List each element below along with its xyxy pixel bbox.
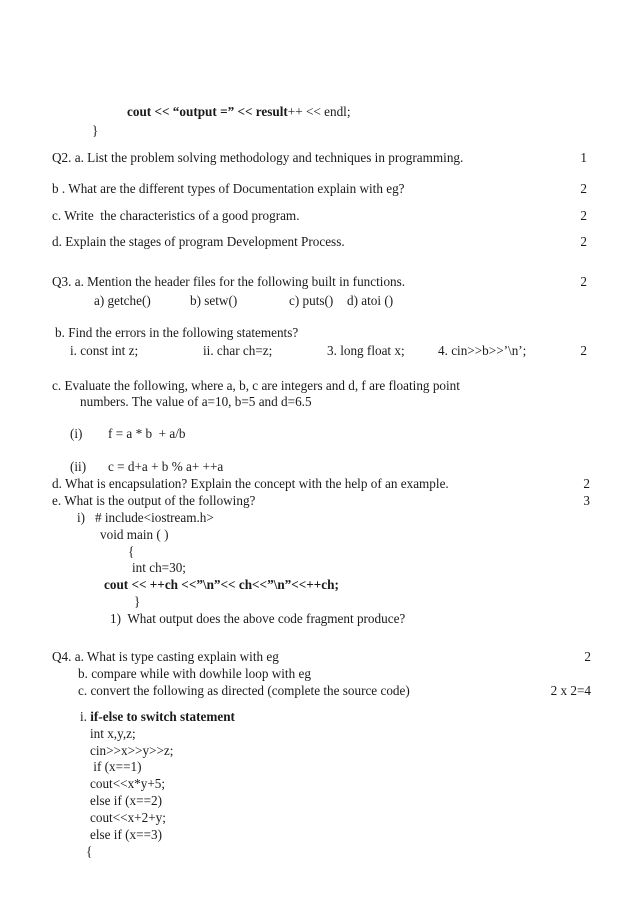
q3-c-i-label: (i)	[70, 426, 83, 441]
q3-e-code-line-4: int ch=30;	[132, 560, 186, 575]
q2-c-text: c. Write the characteristics of a good program.	[52, 208, 300, 223]
q3-b-item-i: i. const int z;	[70, 343, 139, 358]
q3-e-code-line-1: i) # include<iostream.h>	[77, 510, 214, 525]
q2-a-text: Q2. a. List the problem solving methodology and techniques in programming.	[52, 150, 464, 165]
q3-a-option-d: d) atoi ()	[347, 293, 394, 308]
q2-d-marks: 2	[580, 234, 587, 249]
q4-c-text: c. convert the following as directed (complete the source code)	[78, 683, 410, 698]
q3-d-text: d. What is encapsulation? Explain the concept with the help of an example.	[52, 476, 449, 491]
q4-c-marks: 2 x 2=4	[550, 683, 591, 698]
q4-ci-title-prefix: i.	[80, 709, 91, 724]
q2-c-marks: 2	[580, 208, 587, 223]
q4-ci-code-line-3: if (x==1)	[90, 759, 142, 774]
q3-b-text: b. Find the errors in the following statements?	[55, 325, 299, 340]
q3-a-option-a: a) getche()	[94, 293, 151, 308]
q4-ci-code-line-1: int x,y,z;	[90, 726, 136, 741]
q3-c-ii-label: (ii)	[70, 459, 87, 474]
q2-b-text: b . What are the different types of Documentation explain with eg?	[52, 181, 405, 196]
q4-ci-code-line-8: {	[86, 844, 93, 859]
q3-e-subquestion: 1) What output does the above code fragment produce?	[110, 611, 406, 626]
q3-e-code-line-5: cout << ++ch <<”\n”<< ch<<”\n”<<++ch;	[104, 577, 339, 592]
q3-a-option-b: b) setw()	[190, 293, 238, 308]
q4-ci-title	[80, 709, 235, 725]
q3-e-code-line-3: {	[128, 544, 135, 559]
q3-a-marks: 2	[580, 274, 587, 289]
code-cout-line	[127, 104, 351, 120]
q2-b-marks: 2	[580, 181, 587, 196]
q3-e-marks: 3	[583, 493, 590, 508]
q4-a-marks: 2	[584, 649, 591, 664]
q3-a-option-c: c) puts()	[289, 293, 334, 308]
q4-ci-title-bold: if-else to switch statement	[90, 709, 235, 724]
q3-b-item-ii: ii. char ch=z;	[203, 343, 273, 358]
q4-ci-code-line-5: else if (x==2)	[90, 793, 162, 808]
code-close-brace: }	[92, 123, 99, 138]
q4-ci-code-line-4: cout<<x*y+5;	[90, 776, 166, 791]
q4-b-text: b. compare while with dowhile loop with eg	[78, 666, 311, 681]
q4-ci-code-line-7: else if (x==3)	[90, 827, 162, 842]
q3-d-marks: 2	[583, 476, 590, 491]
q3-c-text-1: c. Evaluate the following, where a, b, c are integers and d, f are floating point	[52, 378, 460, 393]
q3-b-item-iv: 4. cin>>b>>’\n’;	[438, 343, 527, 358]
q3-e-code-line-6: }	[134, 594, 141, 609]
q3-e-text: e. What is the output of the following?	[52, 493, 256, 508]
q2-a-marks: 1	[580, 150, 587, 165]
code-cout-rest: ++ << endl;	[287, 104, 351, 119]
q4-ci-code-line-2: cin>>x>>y>>z;	[90, 743, 174, 758]
q3-b-item-iii: 3. long float x;	[327, 343, 405, 358]
code-cout-bold: cout << “output =” << result	[127, 104, 288, 119]
q3-c-i-expr: f = a * b + a/b	[108, 426, 186, 441]
q3-b-marks: 2	[580, 343, 587, 358]
q2-d-text: d. Explain the stages of program Development Process.	[52, 234, 345, 249]
q4-a-text: Q4. a. What is type casting explain with eg	[52, 649, 279, 664]
q4-ci-code-line-6: cout<<x+2+y;	[90, 810, 166, 825]
q3-c-text-2: numbers. The value of a=10, b=5 and d=6.5	[80, 394, 312, 409]
q3-e-code-line-2: void main ( )	[100, 527, 169, 542]
q3-a-text: Q3. a. Mention the header files for the following built in functions.	[52, 274, 406, 289]
q3-c-ii-expr: c = d+a + b % a+ ++a	[108, 459, 224, 474]
